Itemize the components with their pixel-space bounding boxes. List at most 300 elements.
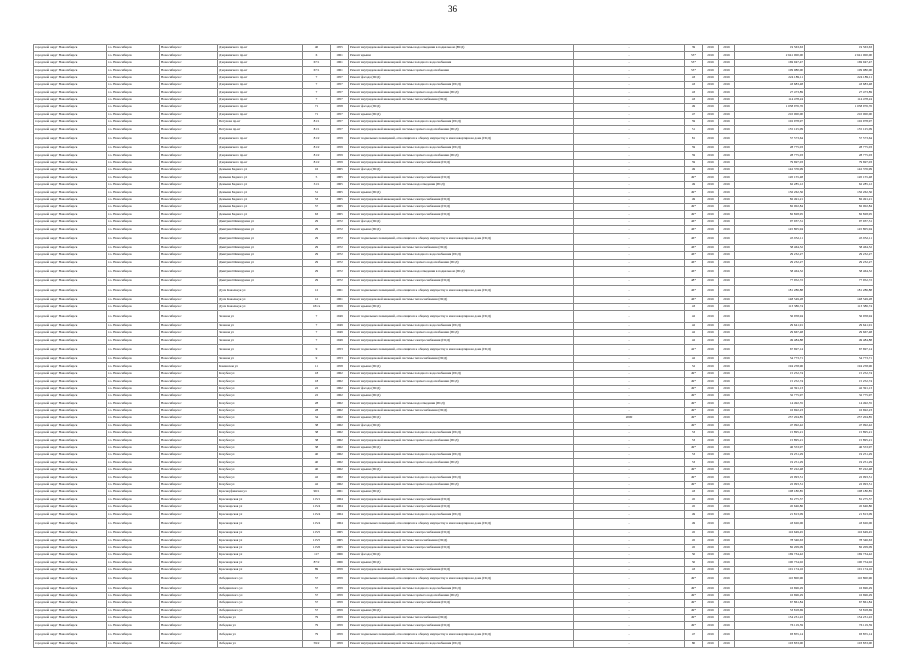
cell-end-year: 2016 [719, 444, 735, 451]
cell-cost-total: 82 002,84 [735, 204, 805, 211]
cell-build-year: 1961 [331, 285, 349, 296]
cell-end-year: 2016 [719, 363, 735, 370]
cell-municipality: городской округ Новосибирск [34, 400, 107, 407]
table-row [34, 466, 874, 473]
cell-end-year: 2016 [719, 459, 735, 466]
cell-house-number: 29 [303, 252, 331, 259]
cell-area: - [574, 111, 685, 118]
cell-street: Лебедева ул [218, 640, 303, 647]
cell-end-year: 2016 [719, 622, 735, 629]
cell-cost-total: 45 952,11 [735, 233, 805, 244]
cell-cost-total: 43 626,06 [735, 518, 805, 529]
cell-cost-per-unit: 43 [685, 89, 703, 96]
cell-build-year: 1949 [331, 337, 349, 344]
cell-municipality: городской округ Новосибирск [34, 181, 107, 188]
cell-build-year: 1959 [331, 607, 349, 614]
cell-cost-fund: 56 958,94 [805, 311, 874, 322]
cell-work-type: Ремонт подвальных помещений, относящихся к общему имуществу в многоквартирном доме (ПСД) [349, 518, 574, 529]
cell-street: Кочубея ул [218, 378, 303, 385]
cell-start-year: 2016 [703, 585, 719, 592]
cell-start-year: 2016 [703, 400, 719, 407]
cell-house-number: 7 [303, 311, 331, 322]
cell-area: - [574, 244, 685, 251]
cell-cost-fund: 87 222,48 [805, 466, 874, 473]
cell-cost-fund: 67 697,14 [805, 344, 874, 355]
cell-end-year: 2016 [719, 218, 735, 225]
cell-cost-fund: 113 386,74 [805, 304, 874, 311]
cell-end-year: 2016 [719, 437, 735, 444]
cell-work-type: Ремонт фасада (ПСД) [349, 385, 574, 392]
cell-street: Дзержинского пр-кт [218, 96, 303, 103]
cell-street: Дзержинского пр-кт [218, 152, 303, 159]
cell-build-year: 1972 [331, 233, 349, 244]
cell-work-type: Ремонт подвальных помещений, относящихся к общему имуществу в многоквартирном доме (ПСД) [349, 311, 574, 322]
cell-street: Демьяна Бедного ул [218, 204, 303, 211]
cell-municipality: городской округ Новосибирск [34, 559, 107, 566]
cell-locality: Новосибирск г [160, 503, 218, 510]
cell-start-year: 2016 [703, 89, 719, 96]
cell-locality: Новосибирск г [160, 585, 218, 592]
cell-settlement: г.о. Новосибирск [107, 174, 160, 181]
cell-municipality: городской округ Новосибирск [34, 640, 107, 647]
table-row [34, 503, 874, 510]
cell-house-number: 38 [303, 429, 331, 436]
table-row [34, 96, 874, 103]
cell-cost-total: 19 251,29 [735, 452, 805, 459]
cell-street: Дзержинского пр-кт [218, 45, 303, 52]
cell-start-year: 2016 [703, 537, 719, 544]
cell-work-type: Ремонт внутридомовой инженерной системы электроснабжения (ПСД) [349, 337, 574, 344]
cell-area: - [574, 167, 685, 174]
cell-start-year: 2016 [703, 118, 719, 125]
cell-municipality: городской округ Новосибирск [34, 304, 107, 311]
cell-street: Зеленая ул [218, 356, 303, 363]
cell-area: - [574, 174, 685, 181]
cell-end-year: 2016 [719, 592, 735, 599]
cell-end-year: 2016 [719, 74, 735, 81]
cell-municipality: городской округ Новосибирск [34, 252, 107, 259]
cell-end-year: 2016 [719, 356, 735, 363]
cell-work-type: Ремонт внутридомовой инженерной системы электроснабжения (ПСД) [349, 204, 574, 211]
cell-settlement: г.о. Новосибирск [107, 118, 160, 125]
cell-cost-fund: 103 833,00 [805, 640, 874, 647]
cell-street: Дзержинского пр-кт [218, 52, 303, 59]
cell-house-number: 67/1 [303, 67, 331, 74]
cell-build-year: 1962 [331, 466, 349, 473]
cell-street: Кочубея ул [218, 429, 303, 436]
cell-house-number: 16 [303, 167, 331, 174]
cell-locality: Новосибирск г [160, 59, 218, 66]
cell-area: - [574, 600, 685, 607]
cell-locality: Новосибирск г [160, 511, 218, 518]
cell-work-type: Ремонт внутридомовой инженерной системы холодного водоснабжения (ПСД) [349, 322, 574, 329]
cell-area: - [574, 233, 685, 244]
cell-settlement: г.о. Новосибирск [107, 89, 160, 96]
cell-locality: Новосибирск г [160, 392, 218, 399]
cell-settlement: г.о. Новосибирск [107, 544, 160, 551]
cell-cost-total: 210 000,00 [735, 111, 805, 118]
cell-settlement: г.о. Новосибирск [107, 466, 160, 473]
cell-end-year: 2016 [719, 415, 735, 422]
cell-street: Лебедева ул [218, 622, 303, 629]
cell-cost-total: 49 484,88 [735, 337, 805, 344]
cell-cost-total: 154 231,22 [735, 614, 805, 621]
cell-street: Зеленая ул [218, 337, 303, 344]
table-row [34, 45, 874, 52]
table-row [34, 159, 874, 166]
cell-cost-per-unit: 59 [685, 152, 703, 159]
cell-start-year: 2016 [703, 322, 719, 329]
cell-settlement: г.о. Новосибирск [107, 252, 160, 259]
cell-settlement: г.о. Новосибирск [107, 614, 160, 621]
cell-municipality: городской округ Новосибирск [34, 89, 107, 96]
cell-street: Демьяна Бедного ул [218, 211, 303, 218]
cell-start-year: 2016 [703, 444, 719, 451]
cell-cost-total: 19 251,29 [735, 459, 805, 466]
cell-street: Красноярская ул [218, 551, 303, 558]
cell-cost-total: 78 346,63 [735, 537, 805, 544]
cell-cost-fund: 15 252,74 [805, 378, 874, 385]
cell-cost-fund: 14 492,35 [805, 400, 874, 407]
cell-settlement: г.о. Новосибирск [107, 133, 160, 144]
cell-area: - [574, 152, 685, 159]
cell-street: Дзержинского пр-кт [218, 104, 303, 111]
cell-cost-fund: 42 391,13 [805, 385, 874, 392]
cell-end-year: 2016 [719, 259, 735, 266]
cell-cost-fund: 28 775,03 [805, 152, 874, 159]
table-row [34, 330, 874, 337]
table-row [34, 551, 874, 558]
cell-municipality: городской округ Новосибирск [34, 59, 107, 66]
cell-work-type: Ремонт внутридомовой инженерной системы теплоснабжения (ПСД) [349, 244, 574, 251]
cell-street: Демьяна Бедного ул [218, 189, 303, 196]
cell-cost-total: 54 773,71 [735, 356, 805, 363]
cell-street: Кочубея ул [218, 474, 303, 481]
cell-work-type: Ремонт внутридомовой инженерной системы горячего водоснабжения (ПСД) [349, 89, 574, 96]
cell-settlement: г.о. Новосибирск [107, 574, 160, 585]
cell-area: - [574, 204, 685, 211]
cell-cost-fund: 76 119,59 [805, 622, 874, 629]
cell-settlement: г.о. Новосибирск [107, 181, 160, 188]
cell-locality: Новосибирск г [160, 133, 218, 144]
cell-house-number: 7 [303, 81, 331, 88]
cell-cost-fund: 54 773,71 [805, 356, 874, 363]
cell-end-year: 2016 [719, 474, 735, 481]
cell-municipality: городской округ Новосибирск [34, 67, 107, 74]
cell-cost-total: 21 813,09 [735, 511, 805, 518]
cell-cost-total: 145 805,94 [735, 226, 805, 233]
cell-locality: Новосибирск г [160, 211, 218, 218]
cell-build-year: 1962 [331, 378, 349, 385]
cell-settlement: г.о. Новосибирск [107, 452, 160, 459]
cell-house-number: 115/4 [303, 503, 331, 510]
cell-cost-per-unit: 49* [685, 474, 703, 481]
cell-house-number: 40 [303, 459, 331, 466]
cell-house-number: 7 [303, 96, 331, 103]
cell-cost-per-unit: 45 [685, 537, 703, 544]
cell-cost-total: 56 958,94 [735, 311, 805, 322]
cell-build-year: 1962 [331, 444, 349, 451]
cell-settlement: г.о. Новосибирск [107, 244, 160, 251]
cell-house-number: 115/4 [303, 518, 331, 529]
cell-work-type: Ремонт внутридомовой инженерной системы горячего водоснабжения (ПСД) [349, 437, 574, 444]
table-row [34, 89, 874, 96]
cell-settlement: г.о. Новосибирск [107, 304, 160, 311]
cell-locality: Новосибирск г [160, 296, 218, 303]
cell-locality: Новосибирск г [160, 159, 218, 166]
cell-street: Зеленая ул [218, 330, 303, 337]
cell-settlement: г.о. Новосибирск [107, 629, 160, 640]
cell-house-number: 31/1 [303, 181, 331, 188]
cell-cost-total: 16 692,23 [735, 407, 805, 414]
cell-build-year: 1959 [331, 159, 349, 166]
cell-area: - [574, 629, 685, 640]
cell-build-year: 1965 [331, 204, 349, 211]
cell-start-year: 2016 [703, 503, 719, 510]
cell-cost-per-unit: 53 [685, 459, 703, 466]
cell-house-number: 81/1 [303, 126, 331, 133]
cell-end-year: 2016 [719, 422, 735, 429]
cell-street: Лебединского ул [218, 600, 303, 607]
cell-settlement: г.о. Новосибирск [107, 622, 160, 629]
cell-area: - [574, 459, 685, 466]
cell-locality: Новосибирск г [160, 218, 218, 225]
cell-cost-per-unit: 42 [685, 337, 703, 344]
cell-area: - [574, 218, 685, 225]
cell-cost-per-unit: 49* [685, 407, 703, 414]
cell-start-year: 2016 [703, 189, 719, 196]
cell-settlement: г.о. Новосибирск [107, 337, 160, 344]
cell-cost-fund: 19 563,63 [805, 45, 874, 52]
cell-work-type: Ремонт подвальных помещений, относящихся к общему имуществу в многоквартирном доме (ПСД) [349, 133, 574, 144]
cell-cost-per-unit: 53 [685, 452, 703, 459]
cell-build-year: 1962 [331, 407, 349, 414]
cell-locality: Новосибирск г [160, 226, 218, 233]
cell-locality: Новосибирск г [160, 640, 218, 647]
cell-end-year: 2016 [719, 285, 735, 296]
cell-cost-per-unit: 59 [685, 118, 703, 125]
cell-work-type: Ремонт крыши (ПСД) [349, 304, 574, 311]
cell-street: Дзержинского пр-кт [218, 67, 303, 74]
cell-settlement: г.о. Новосибирск [107, 204, 160, 211]
cell-cost-total: 169 947,47 [735, 59, 805, 66]
cell-municipality: городской округ Новосибирск [34, 529, 107, 536]
cell-cost-total: 15 252,74 [735, 370, 805, 377]
cell-end-year: 2016 [719, 133, 735, 144]
cell-area: - [574, 496, 685, 503]
cell-cost-fund: 82 209,09 [805, 544, 874, 551]
cell-start-year: 2016 [703, 311, 719, 322]
cell-cost-per-unit: 49* [685, 174, 703, 181]
cell-locality: Новосибирск г [160, 452, 218, 459]
table-row [34, 111, 874, 118]
cell-street: Дмитрия Шамшурина ул [218, 266, 303, 277]
cell-municipality: городской округ Новосибирск [34, 607, 107, 614]
cell-house-number: 57 [303, 592, 331, 599]
cell-street: Красноуфимская ул [218, 489, 303, 496]
cell-cost-per-unit: 39 [685, 45, 703, 52]
cell-work-type: Ремонт фасада (ПСД) [349, 218, 574, 225]
cell-house-number: 7 [303, 322, 331, 329]
cell-build-year: 1959 [331, 614, 349, 621]
cell-work-type: Ремонт крыши (ПСД) [349, 607, 574, 614]
cell-work-type: Ремонт подвальных помещений, относящихся к общему имуществу в многоквартирном доме (ПСД) [349, 233, 574, 244]
cell-end-year: 2016 [719, 52, 735, 59]
cell-start-year: 2016 [703, 640, 719, 647]
cell-build-year: 1972 [331, 218, 349, 225]
cell-municipality: городской округ Новосибирск [34, 544, 107, 551]
cell-end-year: 2016 [719, 174, 735, 181]
cell-start-year: 2016 [703, 226, 719, 233]
cell-settlement: г.о. Новосибирск [107, 356, 160, 363]
cell-settlement: г.о. Новосибирск [107, 496, 160, 503]
cell-settlement: г.о. Новосибирск [107, 322, 160, 329]
cell-street: Красноярская ул [218, 518, 303, 529]
cell-locality: Новосибирск г [160, 614, 218, 621]
cell-municipality: городской округ Новосибирск [34, 233, 107, 244]
cell-start-year: 2016 [703, 518, 719, 529]
cell-locality: Новосибирск г [160, 233, 218, 244]
cell-street: Зеленая ул [218, 344, 303, 355]
cell-work-type: Ремонт внутридомовой инженерной системы горячего водоснабжения (ПСД) [349, 378, 574, 385]
cell-municipality: городской округ Новосибирск [34, 474, 107, 481]
cell-area: - [574, 104, 685, 111]
cell-house-number: 29 [303, 278, 331, 285]
cell-street: Красноярская ул [218, 566, 303, 573]
cell-street: Красноярская ул [218, 503, 303, 510]
cell-work-type: Ремонт крыши (ПСД) [349, 392, 574, 399]
cell-area: - [574, 452, 685, 459]
cell-settlement: г.о. Новосибирск [107, 233, 160, 244]
cell-cost-total: 110 800,96 [735, 574, 805, 585]
cell-area: - [574, 344, 685, 355]
cell-house-number: 7 [303, 330, 331, 337]
cell-municipality: городской округ Новосибирск [34, 126, 107, 133]
cell-cost-per-unit: 42 [685, 311, 703, 322]
table-row [34, 496, 874, 503]
cell-settlement: г.о. Новосибирск [107, 503, 160, 510]
cell-start-year: 2016 [703, 356, 719, 363]
cell-build-year: 1959 [331, 585, 349, 592]
cell-cost-total: 155 125,09 [735, 126, 805, 133]
cell-cost-total: 22 093,51 [735, 474, 805, 481]
cell-settlement: г.о. Новосибирск [107, 378, 160, 385]
cell-locality: Новосибирск г [160, 174, 218, 181]
cell-locality: Новосибирск г [160, 429, 218, 436]
cell-cost-per-unit: 49* [685, 614, 703, 621]
cell-work-type: Ремонт внутридомовой инженерной системы горячего водоснабжения (ПСД) [349, 459, 574, 466]
cell-locality: Новосибирск г [160, 304, 218, 311]
cell-build-year: 1959 [331, 592, 349, 599]
table-row [34, 614, 874, 621]
cell-work-type: Ремонт внутридомовой инженерной системы теплоснабжения (ПСД) [349, 96, 574, 103]
cell-cost-per-unit: 43 [685, 74, 703, 81]
cell-street: Красноярская ул [218, 511, 303, 518]
table-row [34, 378, 874, 385]
cell-municipality: городской округ Новосибирск [34, 337, 107, 344]
cell-locality: Новосибирск г [160, 144, 218, 151]
cell-street: Дзержинского пр-кт [218, 59, 303, 66]
cell-cost-fund: 101 174,16 [805, 566, 874, 573]
cell-work-type: Ремонт внутридомовой инженерной системы холодного водоснабжения [349, 59, 574, 66]
cell-area: - [574, 385, 685, 392]
cell-municipality: городской округ Новосибирск [34, 159, 107, 166]
table-row [34, 422, 874, 429]
cell-house-number: 117 [303, 551, 331, 558]
cell-house-number: 57 [303, 600, 331, 607]
table-row [34, 278, 874, 285]
cell-work-type: Ремонт внутридомовой инженерной системы электроснабжения (ПСД) [349, 496, 574, 503]
cell-house-number: 18 [303, 370, 331, 377]
cell-municipality: городской округ Новосибирск [34, 415, 107, 422]
cell-end-year: 2016 [719, 126, 735, 133]
cell-work-type: Ремонт крыши (ПСД) [349, 226, 574, 233]
cell-end-year: 2016 [719, 111, 735, 118]
cell-start-year: 2016 [703, 452, 719, 459]
table-row [34, 392, 874, 399]
cell-end-year: 2016 [719, 518, 735, 529]
cell-area: - [574, 330, 685, 337]
cell-street: Зеленая ул [218, 322, 303, 329]
cell-street: Дуси Ковальчук ул [218, 304, 303, 311]
cell-work-type: Ремонт подвальных помещений, относящихся к общему имуществу в многоквартирном доме (ПСД) [349, 629, 574, 640]
cell-area: - [574, 622, 685, 629]
cell-work-type: Ремонт фасада (ПСД) [349, 422, 574, 429]
table-row [34, 607, 874, 614]
cell-locality: Новосибирск г [160, 259, 218, 266]
table-row [34, 144, 874, 151]
cell-end-year: 2016 [719, 159, 735, 166]
cell-build-year: 1965 [331, 544, 349, 551]
cell-cost-total: 120 155,48 [735, 174, 805, 181]
cell-cost-total: 114 478,24 [735, 96, 805, 103]
table-row [34, 104, 874, 111]
cell-street: Кочубея ул [218, 422, 303, 429]
table-row [34, 226, 874, 233]
cell-cost-total: 15 895,21 [735, 429, 805, 436]
cell-area: - [574, 159, 685, 166]
cell-municipality: городской округ Новосибирск [34, 296, 107, 303]
cell-start-year: 2016 [703, 370, 719, 377]
cell-locality: Новосибирск г [160, 574, 218, 585]
cell-area: - [574, 278, 685, 285]
cell-street: Лебединского ул [218, 574, 303, 585]
cell-settlement: г.о. Новосибирск [107, 226, 160, 233]
cell-municipality: городской округ Новосибирск [34, 226, 107, 233]
cell-municipality: городской округ Новосибирск [34, 104, 107, 111]
cell-start-year: 2016 [703, 144, 719, 151]
cell-end-year: 2016 [719, 496, 735, 503]
cell-area: - [574, 592, 685, 599]
cell-house-number: 18 [303, 378, 331, 385]
cell-build-year: 1957 [331, 118, 349, 125]
cell-settlement: г.о. Новосибирск [107, 585, 160, 592]
cell-start-year: 2016 [703, 104, 719, 111]
cell-start-year: 2016 [703, 489, 719, 496]
cell-settlement: г.о. Новосибирск [107, 259, 160, 266]
table-row [34, 181, 874, 188]
cell-build-year: 1959 [331, 629, 349, 640]
cell-cost-fund: 156 262,56 [805, 189, 874, 196]
cell-municipality: городской округ Новосибирск [34, 574, 107, 585]
cell-build-year: 1972 [331, 259, 349, 266]
cell-work-type: Ремонт фасада (ПСД) [349, 167, 574, 174]
cell-locality: Новосибирск г [160, 385, 218, 392]
cell-locality: Новосибирск г [160, 466, 218, 473]
cell-start-year: 2016 [703, 474, 719, 481]
cell-cost-fund: 78 346,63 [805, 537, 874, 544]
cell-cost-per-unit: 49* [685, 574, 703, 585]
